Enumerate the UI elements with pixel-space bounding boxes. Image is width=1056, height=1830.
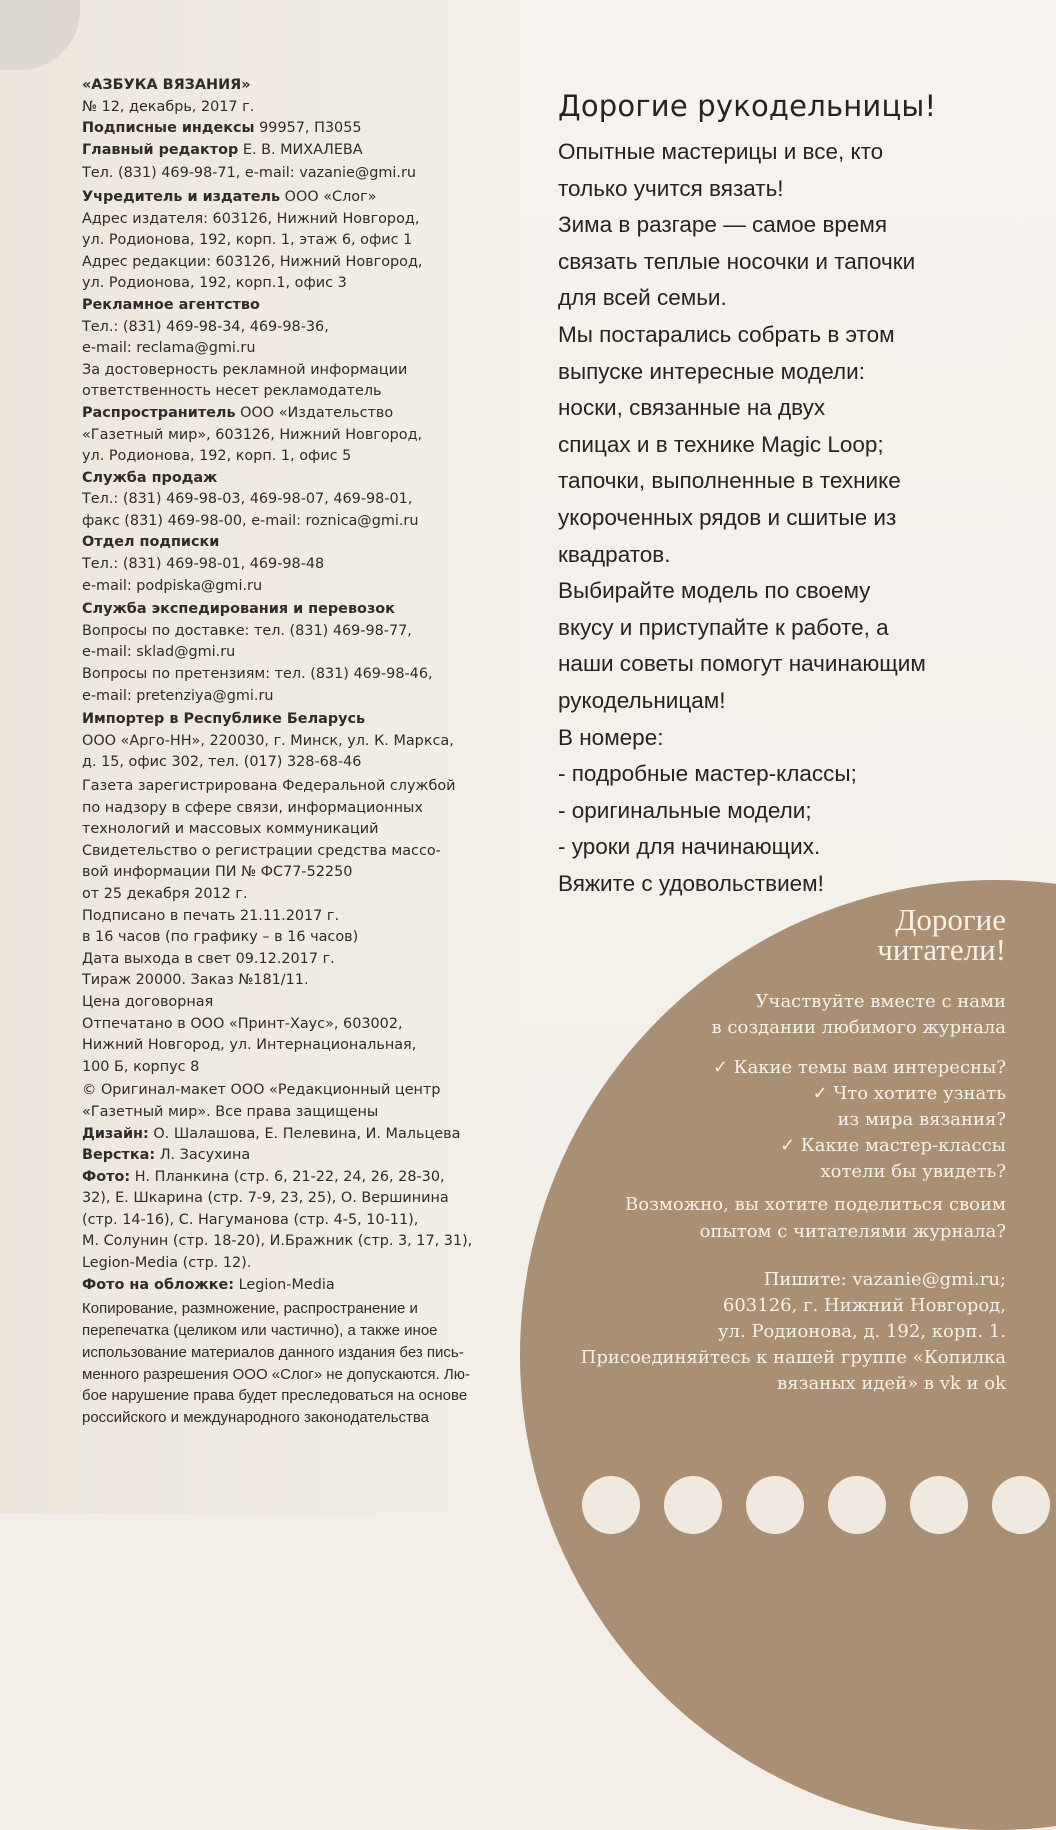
print-info-3: Дата выхода в свет 09.12.2017 г. bbox=[82, 950, 335, 967]
editorial-line: Мы постарались собрать в этом bbox=[558, 321, 895, 347]
editorial-address-1: Адрес редакции: 603126, Нижний Новгород, bbox=[82, 253, 423, 270]
ads-email: e-mail: reclama@gmi.ru bbox=[82, 340, 256, 357]
cover-photo-value: Legion-Media bbox=[234, 1276, 335, 1293]
ads-note-1: За достоверность рекламной информации bbox=[82, 361, 408, 378]
layout-label: Верстка: bbox=[82, 1147, 156, 1164]
distributor-label: Распространитель bbox=[82, 404, 236, 421]
registration-5: вой информации ПИ № ФС77-52250 bbox=[82, 864, 353, 881]
registration-3: технологий и массовых коммуникаций bbox=[82, 821, 379, 838]
publisher-address-1: Адрес издателя: 603126, Нижний Новгород, bbox=[82, 210, 420, 227]
editorial-line: для всей семьи. bbox=[558, 285, 727, 311]
readers-appeal bbox=[520, 902, 1006, 1397]
ads-label: Рекламное агентство bbox=[82, 296, 260, 313]
readers-title-1: Дорогие bbox=[895, 902, 1006, 937]
subscription-label: Отдел подписки bbox=[82, 534, 220, 551]
registration-1: Газета зарегистрирована Федеральной службой bbox=[82, 778, 456, 794]
sales-tel: Тел.: (831) 469-98-03, 469-98-07, 469-98-01, bbox=[82, 491, 413, 508]
question-1: ✓ Какие темы вам интересны? bbox=[712, 1057, 1006, 1078]
print-info-8: 100 Б, корпус 8 bbox=[82, 1058, 200, 1075]
photo-label: Фото: bbox=[82, 1168, 131, 1185]
join-group-1: Присоединяйтесь к нашей группе «Копилка bbox=[580, 1347, 1006, 1368]
question-2b: из мира вязания? bbox=[837, 1109, 1006, 1130]
question-2a: ✓ Что хотите узнать bbox=[812, 1083, 1006, 1104]
share-note-2: опытом с читателями журнала? bbox=[699, 1221, 1006, 1242]
lace-scallop bbox=[582, 1476, 640, 1534]
photo-value-2: 32), Е. Шкарина (стр. 7-9, 23, 25), О. Вершинина bbox=[82, 1190, 449, 1207]
distributor-value-3: ул. Родионова, 192, корп. 1, офис 5 bbox=[82, 448, 352, 465]
subscription-email: e-mail: podpiska@gmi.ru bbox=[82, 577, 263, 594]
subscription-tel: Тел.: (831) 469-98-01, 469-98-48 bbox=[82, 556, 325, 573]
distributor-value-2: «Газетный мир», 603126, Нижний Новгород, bbox=[82, 426, 423, 443]
issue-info: № 12, декабрь, 2017 г. bbox=[82, 98, 255, 115]
importer-label: Импортер в Республике Беларусь bbox=[82, 711, 366, 728]
lace-scallop bbox=[910, 1476, 968, 1534]
editor-value: Е. В. МИХАЛЕВА bbox=[238, 141, 363, 158]
editorial-line: Опытные мастерицы и все, кто bbox=[558, 139, 884, 164]
delivery-email: e-mail: sklad@gmi.ru bbox=[82, 644, 236, 661]
photo-value-1: Н. Планкина (стр. 6, 21-22, 24, 26, 28-30, bbox=[130, 1168, 445, 1185]
write-address-1: 603126, г. Нижний Новгород, bbox=[722, 1295, 1006, 1316]
print-info-4: Тираж 20000. Заказ №181/11. bbox=[82, 972, 309, 989]
distributor-value-1: ООО «Издательство bbox=[235, 404, 394, 421]
editorial-line: Выбирайте модель по своему bbox=[558, 578, 871, 604]
editorial-line: - уроки для начинающих. bbox=[558, 834, 821, 860]
editorial-letter bbox=[558, 86, 1038, 902]
claims-email: e-mail: pretenziya@gmi.ru bbox=[82, 687, 274, 704]
expedition-label: Служба экспедирования и перевозок bbox=[82, 601, 395, 618]
importer-line-2: д. 15, офис 302, тел. (017) 328-68-46 bbox=[82, 754, 362, 771]
magazine-title: «АЗБУКА ВЯЗАНИЯ» bbox=[82, 77, 251, 93]
copyright-2: «Газетный мир». Все права защищены bbox=[82, 1103, 379, 1120]
legal-line-6: российского и международного законодательства bbox=[82, 1409, 429, 1427]
imprint-block bbox=[82, 76, 512, 1430]
layout-value: Л. Засухина bbox=[155, 1147, 251, 1164]
legal-line-2: перепечатка (целиком или частично), а также иное bbox=[82, 1322, 438, 1340]
design-value: О. Шалашова, Е. Пелевина, И. Мальцева bbox=[148, 1125, 461, 1142]
importer-line-1: ООО «Арго-НН», 220030, г. Минск, ул. К. Маркса, bbox=[82, 732, 454, 749]
editorial-line: только учится вязать! bbox=[558, 175, 784, 201]
claims-questions: Вопросы по претензиям: тел. (831) 469-98-46, bbox=[82, 666, 433, 683]
join-group-2: вязаных идей» в vk и ok bbox=[777, 1373, 1006, 1394]
editorial-line: квадратов. bbox=[558, 541, 671, 567]
editorial-line: В номере: bbox=[558, 724, 664, 750]
lace-scallop bbox=[664, 1476, 722, 1534]
editorial-line: тапочки, выполненные в технике bbox=[558, 468, 901, 494]
editorial-line: Вяжите с удовольствием! bbox=[558, 870, 824, 896]
editorial-address-2: ул. Родионова, 192, корп.1, офис 3 bbox=[82, 275, 347, 292]
legal-notice bbox=[82, 1299, 512, 1428]
lace-border-decoration bbox=[560, 1462, 1056, 1514]
delivery-questions: Вопросы по доставке: тел. (831) 469-98-77, bbox=[82, 622, 412, 639]
readers-intro-1: Участвуйте вместе с нами bbox=[755, 991, 1006, 1012]
editorial-line: укороченных рядов и сшитые из bbox=[558, 504, 897, 530]
editorial-line: Зима в разгаре — самое время bbox=[558, 212, 888, 238]
share-note-1: Возможно, вы хотите поделиться своим bbox=[625, 1194, 1006, 1215]
editorial-line: рукодельницам! bbox=[558, 687, 726, 713]
write-email: Пишите: vazanie@gmi.ru; bbox=[763, 1269, 1006, 1290]
editorial-heading: Дорогие рукодельницы! bbox=[558, 89, 937, 123]
editorial-line: выпуске интересные модели: bbox=[558, 358, 865, 384]
cover-photo-label: Фото на обложке: bbox=[82, 1276, 235, 1293]
write-address-2: ул. Родионова, д. 192, корп. 1. bbox=[717, 1321, 1006, 1342]
editor-label: Главный редактор bbox=[82, 141, 239, 158]
photo-value-3: (стр. 14-16), С. Нагуманова (стр. 4-5, 10-11), bbox=[82, 1211, 419, 1228]
editorial-line: - оригинальные модели; bbox=[558, 797, 812, 823]
readers-title-2: читатели! bbox=[877, 932, 1006, 967]
registration-4: Свидетельство о регистрации средства массо- bbox=[82, 842, 441, 859]
legal-line-4: менного разрешения ООО «Слог» не допускаются. Лю- bbox=[82, 1365, 470, 1383]
index-label: Подписные индексы bbox=[82, 120, 255, 137]
print-info-6: Отпечатано в ООО «Принт-Хаус», 603002, bbox=[82, 1015, 403, 1032]
lace-scallop bbox=[746, 1476, 804, 1534]
editorial-tel: Тел. (831) 469-98-71, e-mail: vazanie@gmi.ru bbox=[82, 165, 417, 182]
editorial-line: - подробные мастер-классы; bbox=[558, 761, 857, 787]
legal-line-5: бое нарушение права будет преследоваться на основе bbox=[82, 1387, 468, 1405]
legal-line-3: использование материалов данного издания без пись- bbox=[82, 1343, 464, 1361]
publisher-address-2: ул. Родионова, 192, корп. 1, этаж 6, офис 1 bbox=[82, 232, 413, 249]
copyright-1: © Оригинал-макет ООО «Редакционный центр bbox=[82, 1082, 441, 1099]
print-info-2: в 16 часов (по графику – в 16 часов) bbox=[82, 929, 359, 946]
editorial-line: связать теплые носочки и тапочки bbox=[558, 248, 916, 274]
question-3a: ✓ Какие мастер-классы bbox=[779, 1135, 1006, 1156]
editorial-line: вкусу и приступайте к работе, а bbox=[558, 614, 889, 640]
ads-tel: Тел.: (831) 469-98-34, 469-98-36, bbox=[82, 318, 329, 335]
editorial-line: спицах и в технике Magic Loop; bbox=[558, 431, 884, 457]
print-info-1: Подписано в печать 21.11.2017 г. bbox=[82, 907, 340, 924]
legal-line-1: Копирование, размножение, распространение и bbox=[82, 1300, 418, 1318]
photo-value-4: М. Солунин (стр. 18-20), И.Бражник (стр. 3, 17, 31), bbox=[82, 1233, 473, 1250]
print-info-5: Цена договорная bbox=[82, 993, 214, 1010]
question-3b: хотели бы увидеть? bbox=[820, 1161, 1006, 1182]
registration-6: от 25 декабря 2012 г. bbox=[82, 885, 248, 902]
print-info-7: Нижний Новгород, ул. Интернациональная, bbox=[82, 1037, 417, 1054]
sales-label: Служба продаж bbox=[82, 469, 218, 486]
editorial-line: наши советы помогут начинающим bbox=[558, 651, 926, 677]
registration-2: по надзору в сфере связи, информационных bbox=[82, 799, 423, 816]
photo-value-5: Legion-Media (стр. 12). bbox=[82, 1255, 252, 1272]
readers-intro-2: в создании любимого журнала bbox=[711, 1017, 1006, 1038]
index-value: 99957, П3055 bbox=[254, 120, 362, 137]
design-label: Дизайн: bbox=[82, 1125, 149, 1142]
editorial-line: носки, связанные на двух bbox=[558, 395, 826, 421]
founder-value: ООО «Слог» bbox=[280, 188, 377, 205]
lace-scallop bbox=[992, 1476, 1050, 1534]
sales-fax: факс (831) 469-98-00, e-mail: roznica@gmi.ru bbox=[82, 512, 419, 529]
ads-note-2: ответственность несет рекламодатель bbox=[82, 383, 382, 400]
lace-scallop bbox=[828, 1476, 886, 1534]
founder-label: Учредитель и издатель bbox=[82, 188, 281, 205]
